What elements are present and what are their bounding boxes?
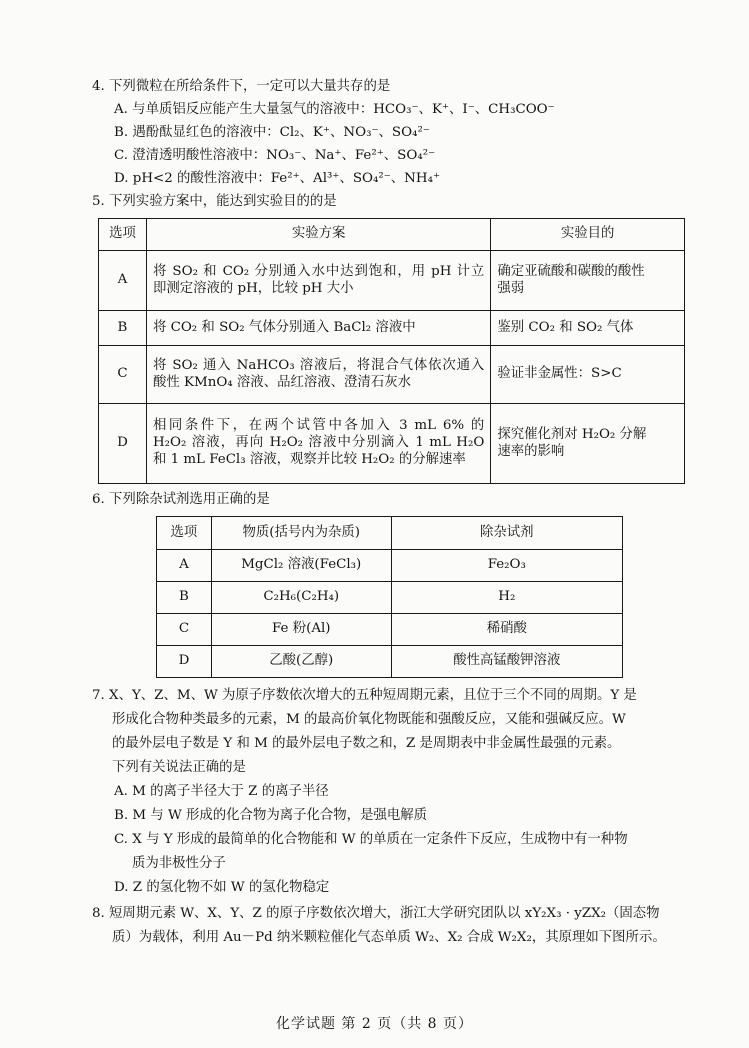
option-cell: B [99, 311, 147, 346]
q7-option-a: A. M 的离子半径大于 Z 的离子半径 [114, 784, 329, 799]
header-cell: 物质(括号内为杂质) [211, 517, 391, 550]
table-row [157, 550, 623, 582]
q7-stem-line: 下列有关说法正确的是 [112, 760, 246, 775]
table-row [157, 582, 623, 614]
header-cell: 除杂试剂 [391, 517, 622, 550]
reagent-cell: Fe₂O₃ [391, 550, 622, 582]
plan-cell [146, 346, 490, 404]
q7-option-d: D. Z 的氢化物不如 W 的氢化物稳定 [114, 880, 330, 895]
table-row [99, 404, 685, 484]
q4-option-d: D. pH<2 的酸性溶液中：Fe²⁺、Al³⁺、SO₄²⁻、NH₄⁺ [114, 171, 441, 186]
substance-cell: C₂H₆(C₂H₄) [211, 582, 391, 614]
q7-option-c: C. X 与 Y 形成的最简单的化合物能和 W 的单质在一定条件下反应，生成物中有一种物 [114, 832, 628, 847]
option-cell: D [157, 646, 212, 678]
plan-line: 将 SO₂ 和 CO₂ 分别通入水中达到饱和，用 pH 计立 [152, 263, 485, 279]
plan-line: 和 1 mL FeCl₃ 溶液，观察并比较 H₂O₂ 的分解速率 [152, 451, 466, 467]
reagent-cell: 稀硝酸 [391, 614, 622, 646]
option-cell: A [157, 550, 212, 582]
header-cell: 选项 [157, 517, 212, 550]
goal-line: 强弱 [497, 280, 525, 296]
header-cell: 实验目的 [491, 219, 685, 251]
table-row [99, 251, 685, 311]
goal-line: 探究催化剂对 H₂O₂ 分解 [497, 426, 647, 442]
plan-line: 将 SO₂ 通入 NaHCO₃ 溶液后，将混合气体依次通入 [152, 357, 485, 373]
goal-cell [491, 251, 685, 311]
q6-table [156, 516, 623, 678]
plan-cell: 将 CO₂ 和 SO₂ 气体分别通入 BaCl₂ 溶液中 [146, 311, 490, 346]
plan-line: 即测定溶液的 pH，比较 pH 大小 [152, 280, 354, 296]
table-row [157, 646, 623, 678]
table-header-row [157, 517, 623, 550]
q7-option-c-cont: 质为非极性分子 [132, 856, 226, 871]
option-cell: A [99, 251, 147, 311]
table-row [99, 346, 685, 404]
header-cell: 选项 [99, 219, 147, 251]
plan-line: 相同条件下，在两个试管中各加入 3 mL 6% 的 [152, 418, 485, 434]
option-cell: B [157, 582, 212, 614]
q4-stem: 4. 下列微粒在所给条件下，一定可以大量共存的是 [92, 79, 391, 94]
plan-line: 酸性 KMnO₄ 溶液、品红溶液、澄清石灰水 [152, 374, 411, 390]
option-cell: C [99, 346, 147, 404]
plan-cell [146, 251, 490, 311]
q7-stem-line: 形成化合物种类最多的元素，M 的最高价氧化物既能和强酸反应，又能和强碱反应。W [112, 712, 626, 727]
q5-table [98, 218, 685, 484]
page-footer: 化学试题 第 2 页（共 8 页） [275, 1016, 474, 1032]
q6-stem: 6. 下列除杂试剂选用正确的是 [92, 492, 270, 507]
substance-cell: MgCl₂ 溶液(FeCl₃) [211, 550, 391, 582]
table-row [157, 614, 623, 646]
q4-option-c: C. 澄清透明酸性溶液中：NO₃⁻、Na⁺、Fe²⁺、SO₄²⁻ [114, 148, 436, 163]
goal-line: 确定亚硫酸和碳酸的酸性 [497, 263, 645, 279]
reagent-cell: 酸性高锰酸钾溶液 [391, 646, 622, 678]
q4-option-a: A. 与单质铝反应能产生大量氢气的溶液中：HCO₃⁻、K⁺、I⁻、CH₃COO⁻ [114, 102, 555, 117]
reagent-cell: H₂ [391, 582, 622, 614]
q5-stem: 5. 下列实验方案中，能达到实验目的的是 [92, 194, 337, 209]
plan-cell [146, 404, 490, 484]
goal-line: 速率的影响 [497, 443, 565, 459]
q7-stem-line: 的最外层电子数是 Y 和 M 的最外层电子数之和，Z 是周期表中非金属性最强的元素。 [112, 736, 621, 751]
header-cell: 实验方案 [146, 219, 490, 251]
q8-stem-line: 质）为载体，利用 Au－Pd 纳米颗粒催化气态单质 W₂、X₂ 合成 W₂X₂，其原理如下图所示。 [112, 930, 666, 945]
plan-line: H₂O₂ 溶液，再向 H₂O₂ 溶液中分别滴入 1 mL H₂O [152, 435, 485, 451]
q7-option-b: B. M 与 W 形成的化合物为离子化合物，是强电解质 [114, 808, 428, 823]
option-cell: D [99, 404, 147, 484]
table-row [99, 311, 685, 346]
substance-cell: Fe 粉(Al) [211, 614, 391, 646]
q7-stem-line: 7. X、Y、Z、M、W 为原子序数依次增大的五种短周期元素，且位于三个不同的周期。Y 是 [92, 688, 637, 703]
goal-cell [491, 404, 685, 484]
q4-option-b: B. 遇酚酞显红色的溶液中：Cl₂、K⁺、NO₃⁻、SO₄²⁻ [114, 125, 430, 140]
table-header-row [99, 219, 685, 251]
q8-stem-line: 8. 短周期元素 W、X、Y、Z 的原子序数依次增大，浙江大学研究团队以 xY₂X₃ · yZX₂（固态物 [92, 906, 660, 921]
goal-cell: 鉴别 CO₂ 和 SO₂ 气体 [491, 311, 685, 346]
option-cell: C [157, 614, 212, 646]
substance-cell: 乙酸(乙醇) [211, 646, 391, 678]
goal-cell: 验证非金属性：S>C [491, 346, 685, 404]
